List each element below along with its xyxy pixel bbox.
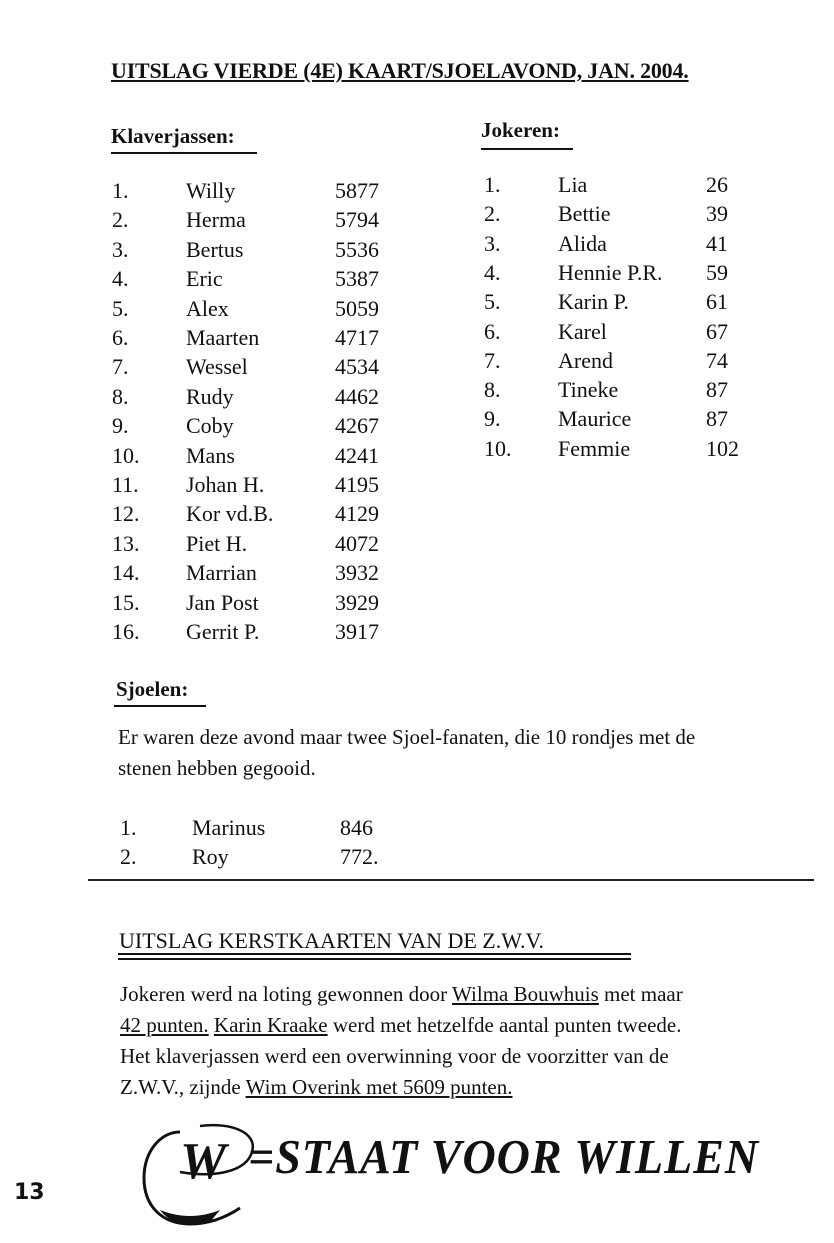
page-title: UITSLAG VIERDE (4E) KAART/SJOELAVOND, JAN. 2004.	[111, 58, 689, 83]
klaverjassen-row-score: 4534	[335, 354, 379, 380]
jokeren-row-name: Lia	[558, 172, 588, 197]
kerst-text: werd met hetzelfde aantal punten tweede.	[327, 1013, 682, 1037]
klaverjassen-row-rank: 10.	[112, 442, 140, 468]
jokeren-row-score: 39	[706, 201, 728, 227]
klaverjassen-row-rank: 15.	[112, 589, 140, 615]
klaverjassen-row-score: 5536	[335, 236, 379, 262]
klaverjassen-row-name: Piet H.	[186, 530, 248, 556]
sjoelen-row-name: Roy	[192, 844, 229, 869]
jokeren-row-name: Femmie	[558, 435, 631, 461]
jokeren-row-score: 102	[706, 435, 739, 461]
klaverjassen-row-rank: 11.	[112, 472, 139, 497]
jokeren-row-score: 41	[706, 230, 728, 256]
sjoelen-row-name: Marinus	[192, 815, 266, 840]
winner-points: 42 punten.	[120, 1013, 209, 1037]
klaverjassen-row-name: Willy	[186, 178, 236, 203]
klaverjassen-row-name: Bertus	[186, 236, 244, 262]
klaverjassen-underline	[111, 152, 257, 154]
sjoelen-text-line-1: Er waren deze avond maar twee Sjoel-fanaten, die 10 rondjes met de	[118, 725, 696, 749]
section-divider	[88, 879, 814, 881]
kerst-text: met maar	[598, 982, 683, 1006]
jokeren-row-score: 59	[706, 259, 728, 285]
klaverjassen-row-name: Wessel	[186, 354, 248, 380]
sjoelen-row-rank: 1.	[120, 815, 137, 840]
klaverjassen-row-score: 3929	[335, 589, 379, 615]
klaverjassen-row-rank: 3.	[112, 236, 129, 262]
klaverjassen-row-score: 5059	[335, 295, 379, 321]
logo-letter: W	[180, 1133, 227, 1190]
jokeren-row-rank: 1.	[484, 172, 501, 197]
kerst-paragraph	[120, 979, 683, 1103]
klaverjassen-row-name: Johan H.	[186, 472, 265, 497]
jokeren-row-rank: 10.	[484, 435, 512, 461]
jokeren-row-name: Alida	[558, 230, 607, 256]
kerst-line-2	[120, 1010, 683, 1041]
jokeren-row-score: 67	[706, 318, 728, 344]
kerst-line-3: Het klaverjassen werd een overwinning voor de voorzitter van de	[120, 1044, 669, 1068]
winner-jokeren: Wilma Bouwhuis	[452, 982, 599, 1006]
sjoelen-underline	[114, 705, 206, 707]
jokeren-row-rank: 2.	[484, 201, 501, 227]
kerst-title-underline-2	[118, 958, 631, 960]
sjoelen-row-score: 846	[340, 815, 373, 840]
klaverjassen-row-name: Kor vd.B.	[186, 501, 274, 527]
jokeren-row-name: Bettie	[558, 201, 611, 227]
jokeren-row-score: 87	[706, 406, 728, 432]
klaverjassen-row-rank: 13.	[112, 530, 140, 556]
jokeren-row-rank: 3.	[484, 230, 501, 256]
jokeren-underline	[481, 148, 573, 150]
jokeren-row-rank: 4.	[484, 259, 501, 285]
klaverjassen-row-rank: 4.	[112, 266, 129, 292]
jokeren-row-score: 87	[706, 377, 728, 403]
jokeren-row-score: 74	[706, 347, 728, 373]
jokeren-row-name: Tineke	[558, 377, 619, 403]
klaverjassen-row-score: 3917	[335, 619, 379, 644]
jokeren-heading: Jokeren:	[481, 118, 560, 142]
klaverjassen-row-score: 4267	[335, 413, 379, 439]
page-number: 13	[14, 1180, 45, 1205]
jokeren-row-rank: 8.	[484, 377, 501, 403]
kerst-text: Z.W.V., zijnde	[120, 1075, 246, 1099]
kerst-title: UITSLAG KERSTKAARTEN VAN DE Z.W.V.	[119, 928, 545, 953]
klaverjassen-row-score: 3932	[335, 560, 379, 586]
sjoelen-text-line-2: stenen hebben gegooid.	[118, 756, 316, 780]
winner-klaverjassen: Wim Overink met 5609 punten.	[245, 1075, 513, 1099]
jokeren-row-name: Maurice	[558, 406, 632, 432]
second-jokeren: Karin Kraake	[213, 1013, 328, 1037]
jokeren-row-rank: 5.	[484, 289, 501, 315]
klaverjassen-row-score: 4072	[335, 530, 379, 556]
klaverjassen-row-name: Eric	[186, 266, 223, 292]
klaverjassen-row-name: Coby	[186, 413, 234, 439]
klaverjassen-row-rank: 6.	[112, 325, 129, 350]
klaverjassen-row-score: 4129	[335, 501, 379, 527]
klaverjassen-row-name: Mans	[186, 442, 235, 468]
klaverjassen-row-score: 4462	[335, 383, 379, 409]
sjoelen-row-rank: 2.	[120, 844, 137, 869]
jokeren-row-name: Arend	[558, 347, 613, 373]
sjoelen-heading: Sjoelen:	[116, 677, 189, 701]
klaverjassen-row-rank: 2.	[112, 207, 129, 233]
jokeren-row-rank: 6.	[484, 318, 501, 344]
klaverjassen-row-name: Herma	[186, 207, 246, 233]
klaverjassen-row-rank: 16.	[112, 619, 140, 644]
klaverjassen-row-name: Marrian	[186, 560, 257, 586]
klaverjassen-row-rank: 1.	[112, 178, 129, 203]
klaverjassen-row-name: Rudy	[186, 383, 234, 409]
klaverjassen-row-name: Alex	[186, 295, 229, 321]
kerst-line-1	[120, 979, 683, 1010]
klaverjassen-row-score: 5387	[335, 266, 379, 292]
kerst-title-underline-1	[118, 953, 631, 955]
klaverjassen-row-score: 5877	[335, 178, 379, 203]
klaverjassen-row-score: 4241	[335, 442, 379, 468]
jokeren-row-rank: 7.	[484, 347, 501, 373]
klaverjassen-row-name: Maarten	[186, 325, 260, 350]
klaverjassen-row-rank: 5.	[112, 295, 129, 321]
jokeren-row-name: Hennie P.R.	[558, 259, 663, 285]
jokeren-row-rank: 9.	[484, 406, 501, 432]
kerst-text: Jokeren werd na loting gewonnen door	[120, 982, 453, 1006]
klaverjassen-row-score: 5794	[335, 207, 379, 233]
klaverjassen-row-rank: 9.	[112, 413, 129, 439]
motto-text: =STAAT VOOR WILLEN	[248, 1129, 760, 1184]
jokeren-row-name: Karin P.	[558, 289, 629, 315]
klaverjassen-row-score: 4195	[335, 472, 379, 497]
sjoelen-text	[118, 722, 695, 784]
klaverjassen-row-rank: 14.	[112, 560, 140, 586]
klaverjassen-row-score: 4717	[335, 325, 379, 350]
klaverjassen-row-rank: 7.	[112, 354, 129, 380]
kerst-line-4	[120, 1072, 683, 1103]
klaverjassen-row-rank: 8.	[112, 383, 129, 409]
jokeren-row-score: 26	[706, 172, 728, 197]
klaverjassen-heading: Klaverjassen:	[111, 124, 235, 148]
sjoelen-row-score: 772.	[340, 844, 379, 869]
jokeren-row-score: 61	[706, 289, 728, 315]
klaverjassen-row-name: Gerrit P.	[186, 619, 260, 644]
jokeren-row-name: Karel	[558, 318, 607, 344]
klaverjassen-row-rank: 12.	[112, 501, 140, 527]
klaverjassen-row-name: Jan Post	[186, 589, 259, 615]
